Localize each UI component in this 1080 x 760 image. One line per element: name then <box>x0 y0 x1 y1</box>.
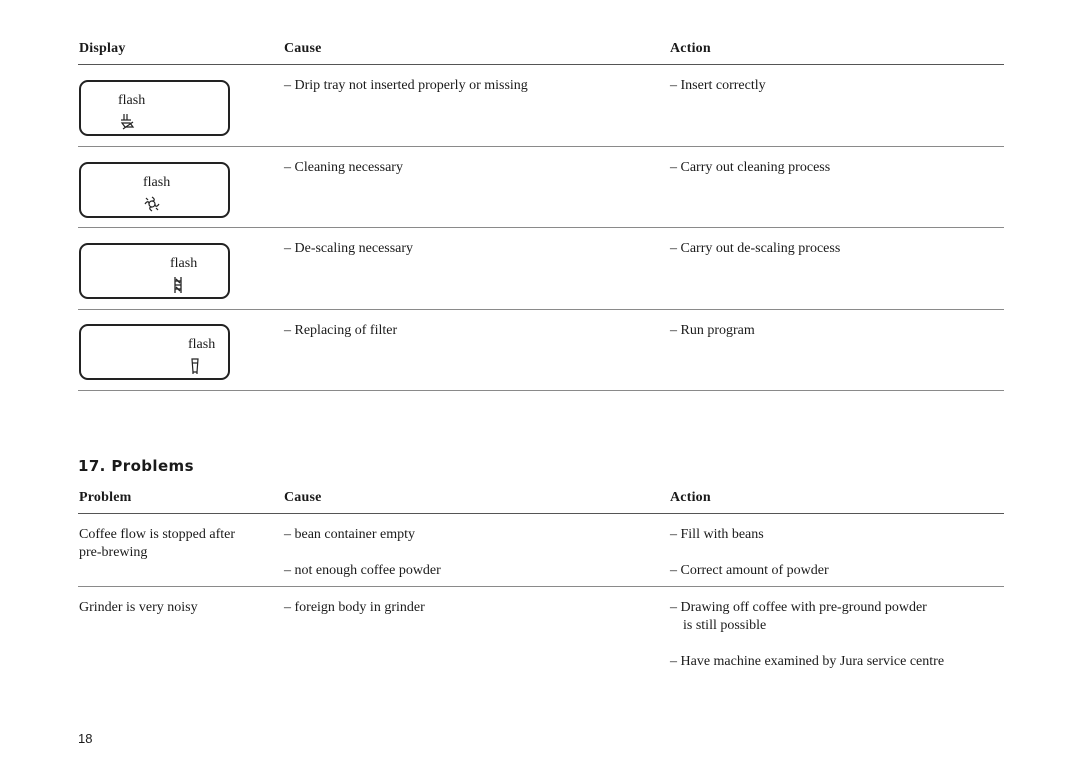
header-display: Display <box>79 41 126 56</box>
cause-text: – Cleaning necessary <box>284 160 403 175</box>
cause-text: – bean container empty <box>284 527 416 542</box>
display-flash-text: flash <box>170 256 198 271</box>
header-action: Action <box>670 41 711 56</box>
header-cause: Cause <box>284 41 322 56</box>
cause-text: – not enough coffee powder <box>284 563 441 578</box>
action-text: – Run program <box>670 323 755 338</box>
display-flash-text: flash <box>118 93 146 108</box>
action-text: – Have machine examined by Jura service centre <box>670 654 945 669</box>
header-rule <box>78 513 1004 514</box>
display-box <box>79 162 230 218</box>
action-text: – Carry out cleaning process <box>670 160 831 175</box>
display-box <box>79 243 230 299</box>
descaling-icon <box>170 276 188 294</box>
row-divider <box>78 227 1004 228</box>
cause-text: – foreign body in grinder <box>284 600 425 615</box>
problem-text: Grinder is very noisy <box>79 600 198 615</box>
page-number: 18 <box>78 731 93 746</box>
action-text: – Carry out de-scaling process <box>670 241 841 256</box>
action-text-continued: is still possible <box>683 618 767 633</box>
header-problem: Problem <box>79 490 132 505</box>
action-text: – Correct amount of powder <box>670 563 829 578</box>
display-flash-text: flash <box>143 175 171 190</box>
header-rule <box>78 64 1004 65</box>
row-divider <box>78 586 1004 587</box>
cause-text: – Replacing of filter <box>284 323 398 338</box>
display-box <box>79 324 230 380</box>
header-action: Action <box>670 490 711 505</box>
display-box <box>79 80 230 136</box>
problem-text: Coffee flow is stopped after pre-brewing <box>79 527 236 560</box>
action-text: – Insert correctly <box>670 78 766 93</box>
cause-text: – De-scaling necessary <box>284 241 414 256</box>
row-divider <box>78 309 1004 310</box>
action-text: – Drawing off coffee with pre-ground powder <box>670 600 927 615</box>
cleaning-icon <box>143 195 161 213</box>
header-cause: Cause <box>284 490 322 505</box>
cause-text: – Drip tray not inserted properly or missing <box>284 78 528 93</box>
action-text: – Fill with beans <box>670 527 764 542</box>
row-divider <box>78 390 1004 391</box>
row-divider <box>78 146 1004 147</box>
section-title: 17. Problems <box>78 457 194 475</box>
filter-icon <box>186 357 204 375</box>
drip-tray-icon <box>119 113 137 131</box>
display-flash-text: flash <box>188 337 216 352</box>
